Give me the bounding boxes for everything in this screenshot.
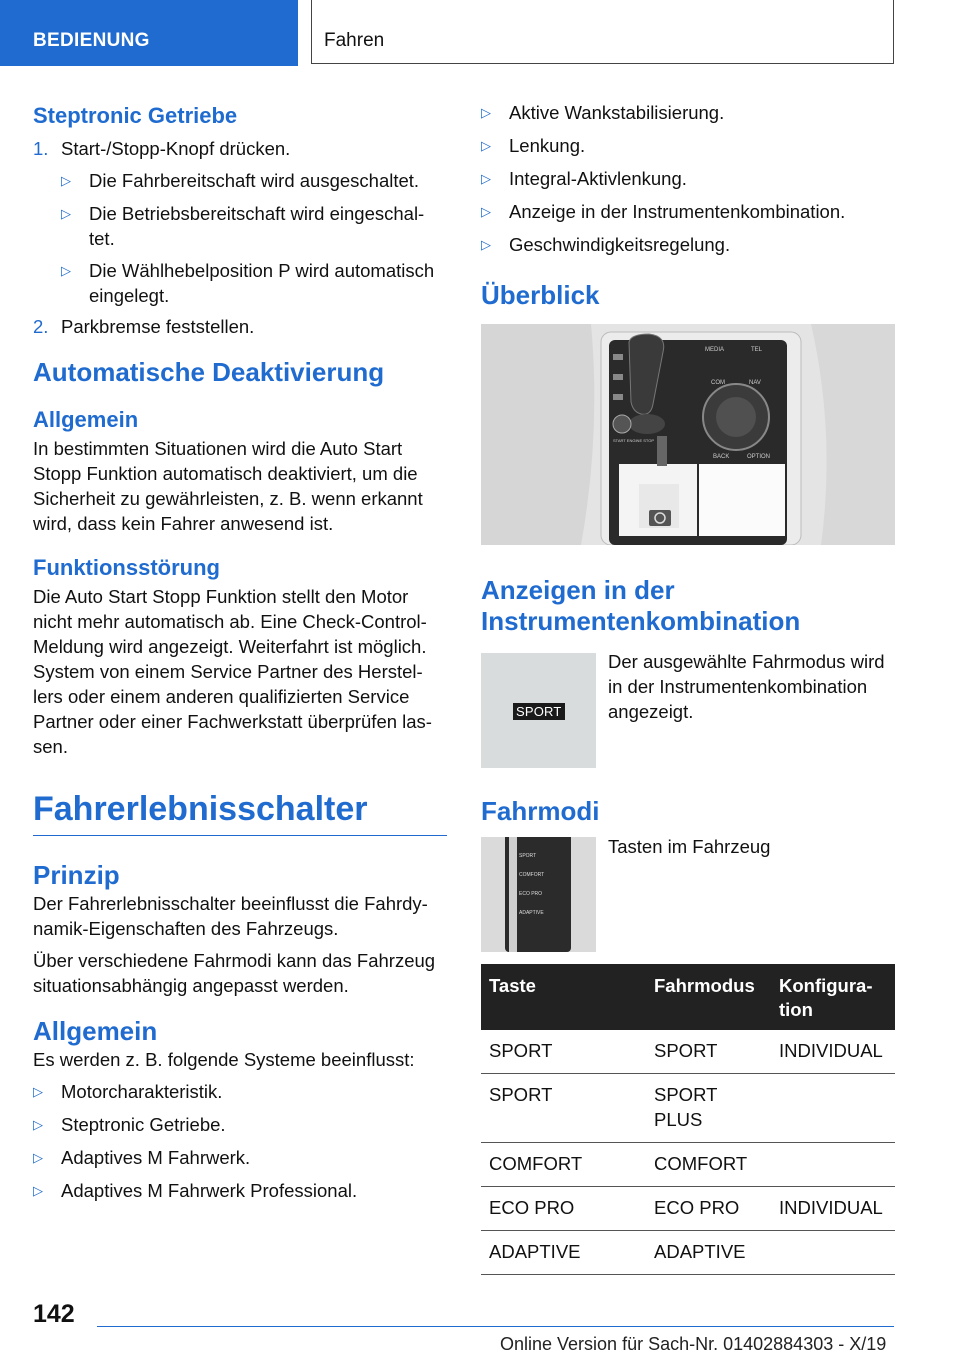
fes-heading: Fahrerlebnisschalter (33, 790, 368, 828)
table-row (481, 1187, 895, 1231)
list-item (481, 232, 895, 258)
list-item-text: Adaptives M Fahrwerk. (61, 1147, 251, 1168)
triangle-bullet-icon: ▷ (481, 138, 491, 153)
table-cell (771, 1074, 895, 1143)
modes-text: Tasten im Fahrzeug (608, 836, 771, 857)
triangle-bullet-icon: ▷ (33, 1150, 43, 1165)
table-cell (771, 1143, 895, 1187)
list-item-text: Die Fahrbereitschaft wird ausgeschaltet. (89, 170, 420, 191)
sport-badge: SPORT (513, 703, 565, 720)
deactivation-general-heading: Allgemein (33, 407, 139, 432)
display-text: Der ausgewählte Fahrmodus wird in der Instrumentenkombination angezeigt. (608, 651, 885, 722)
fes-general-heading: Allgemein (33, 1016, 158, 1046)
display-heading: Anzeigen in der Instrumentenkombination (481, 575, 801, 636)
list-item (61, 258, 447, 308)
list-item-text: Motorcharakteristik. (61, 1081, 223, 1102)
triangle-bullet-icon: ▷ (33, 1117, 43, 1132)
console-label-option: OPTION (747, 454, 771, 460)
triangle-bullet-icon: ▷ (481, 171, 491, 186)
header-section-tab (0, 0, 298, 66)
list-item (481, 166, 895, 192)
mode-button-adaptive: ADAPTIVE (519, 910, 544, 916)
table-header: Fahrmodus (646, 964, 771, 1030)
mode-button-eco-pro: ECO PRO (519, 891, 543, 897)
list-item (61, 201, 447, 251)
list-item-text: Die Betriebsbereitschaft wird eingeschal‐tet. (89, 203, 425, 249)
triangle-bullet-icon: ▷ (33, 1183, 43, 1198)
modes-table (481, 964, 895, 1275)
mode-buttons-image (481, 837, 596, 952)
page-number: 142 (33, 1300, 75, 1328)
list-item-text: Steptronic Getriebe. (61, 1114, 226, 1135)
list-item (33, 1079, 447, 1105)
triangle-bullet-icon: ▷ (61, 263, 71, 278)
list-item (481, 133, 895, 159)
table-cell: ECO PRO (646, 1187, 771, 1231)
table-header-row (481, 964, 895, 1030)
console-label-start: START ENGINE STOP (613, 438, 655, 443)
deactivation-heading: Automatische Deaktivierung (33, 357, 385, 387)
console-label-com: COM (711, 380, 725, 386)
table-cell: COMFORT (646, 1143, 771, 1187)
list-item-text: Aktive Wankstabilisierung. (509, 102, 725, 123)
table-header: Konfigura‐tion (771, 964, 895, 1030)
console-label-media: MEDIA (705, 347, 725, 353)
step-2-number: 2. (33, 316, 49, 337)
table-row (481, 1231, 895, 1275)
step-1-number: 1. (33, 138, 49, 159)
list-item (33, 1112, 447, 1138)
console-label-nav: NAV (749, 380, 761, 386)
deactivation-general-text: In bestimmten Situationen wird die Auto Start Stopp Funktion automatisch deaktiviert, um die Sicherheit zu gewährleisten, z. B. wenn erkannt wird, dass kein Fahrer anwesend ist. (33, 438, 423, 534)
header-chapter-box (311, 0, 894, 64)
step-1 (33, 136, 447, 161)
table-cell: SPORT (481, 1074, 646, 1143)
list-item (33, 1178, 447, 1204)
principle-heading: Prinzip (33, 860, 120, 890)
table-cell: COMFORT (481, 1143, 646, 1187)
table-cell: SPORT (481, 1030, 646, 1074)
table-header: Taste (481, 964, 646, 1030)
table-cell: INDIVIDUAL (771, 1187, 895, 1231)
list-item-text: Anzeige in der Instrumentenkombination. (509, 201, 846, 222)
console-label-back: BACK (713, 454, 730, 460)
table-row (481, 1143, 895, 1187)
table-row (481, 1030, 895, 1074)
fes-heading-block (33, 787, 447, 836)
list-item-text: Lenkung. (509, 135, 586, 156)
principle-text-1: Der Fahrerlebnisschalter beeinflusst die Fahrdy‐namik-Eigenschaften des Fahrzeugs. (33, 893, 428, 939)
table-cell: ADAPTIVE (646, 1231, 771, 1275)
footer-rule (97, 1326, 894, 1327)
step-1-text: Start-/Stopp-Knopf drücken. (61, 138, 291, 159)
table-cell: INDIVIDUAL (771, 1030, 895, 1074)
table-cell: ADAPTIVE (481, 1231, 646, 1275)
table-cell: ECO PRO (481, 1187, 646, 1231)
table-cell: SPORT (646, 1030, 771, 1074)
fault-text: Die Auto Start Stopp Funktion stellt den Motor nicht mehr automatisch ab. Eine Check-Control-Meldung wird angezeigt. Weiterfahrt ist möglich. System von einem Service Partner des Herstel‐lers oder einem anderen qualifizierten Service Partner oder einer Fachwerkstatt überprüfen las‐sen. (33, 586, 432, 757)
footer-version-text: Online Version für Sach-Nr. 01402884303 - X/19 (500, 1334, 887, 1354)
table-row (481, 1074, 895, 1143)
overview-heading: Überblick (481, 280, 600, 310)
principle-text-2: Über verschiedene Fahrmodi kann das Fahrzeug situationsabhängig angepasst werden. (33, 950, 436, 996)
header-chapter-label: Fahren (324, 30, 385, 51)
triangle-bullet-icon: ▷ (481, 105, 491, 120)
modes-block (481, 837, 895, 952)
triangle-bullet-icon: ▷ (61, 206, 71, 221)
modes-heading: Fahrmodi (481, 796, 600, 826)
left-column (33, 100, 447, 1204)
list-item (33, 1145, 447, 1171)
list-item-text: Die Wählhebelposition P wird automatisch eingelegt. (89, 260, 435, 306)
list-item-text: Adaptives M Fahrwerk Professional. (61, 1180, 358, 1201)
step-2-text: Parkbremse feststellen. (61, 316, 255, 337)
triangle-bullet-icon: ▷ (481, 204, 491, 219)
mode-button-sport: SPORT (519, 853, 537, 859)
header-section-label: BEDIENUNG (33, 30, 150, 51)
center-console-image (481, 324, 895, 545)
fes-general-text: Es werden z. B. folgende Systeme beeinflusst: (33, 1049, 415, 1070)
mode-button-comfort: COMFORT (519, 872, 545, 878)
list-item (481, 199, 895, 225)
table-cell (771, 1231, 895, 1275)
table-cell: SPORT PLUS (646, 1074, 771, 1143)
steptronic-heading: Steptronic Getriebe (33, 103, 238, 128)
fault-heading: Funktionsstörung (33, 555, 220, 580)
list-item (61, 168, 447, 194)
display-image (481, 653, 596, 768)
list-item-text: Geschwindigkeitsregelung. (509, 234, 731, 255)
triangle-bullet-icon: ▷ (33, 1084, 43, 1099)
console-label-tel: TEL (751, 347, 763, 353)
right-column (481, 100, 895, 1275)
display-block (481, 653, 895, 768)
triangle-bullet-icon: ▷ (61, 173, 71, 188)
triangle-bullet-icon: ▷ (481, 237, 491, 252)
list-item (481, 100, 895, 126)
list-item-text: Integral-Aktivlenkung. (509, 168, 687, 189)
step-2 (33, 314, 447, 339)
